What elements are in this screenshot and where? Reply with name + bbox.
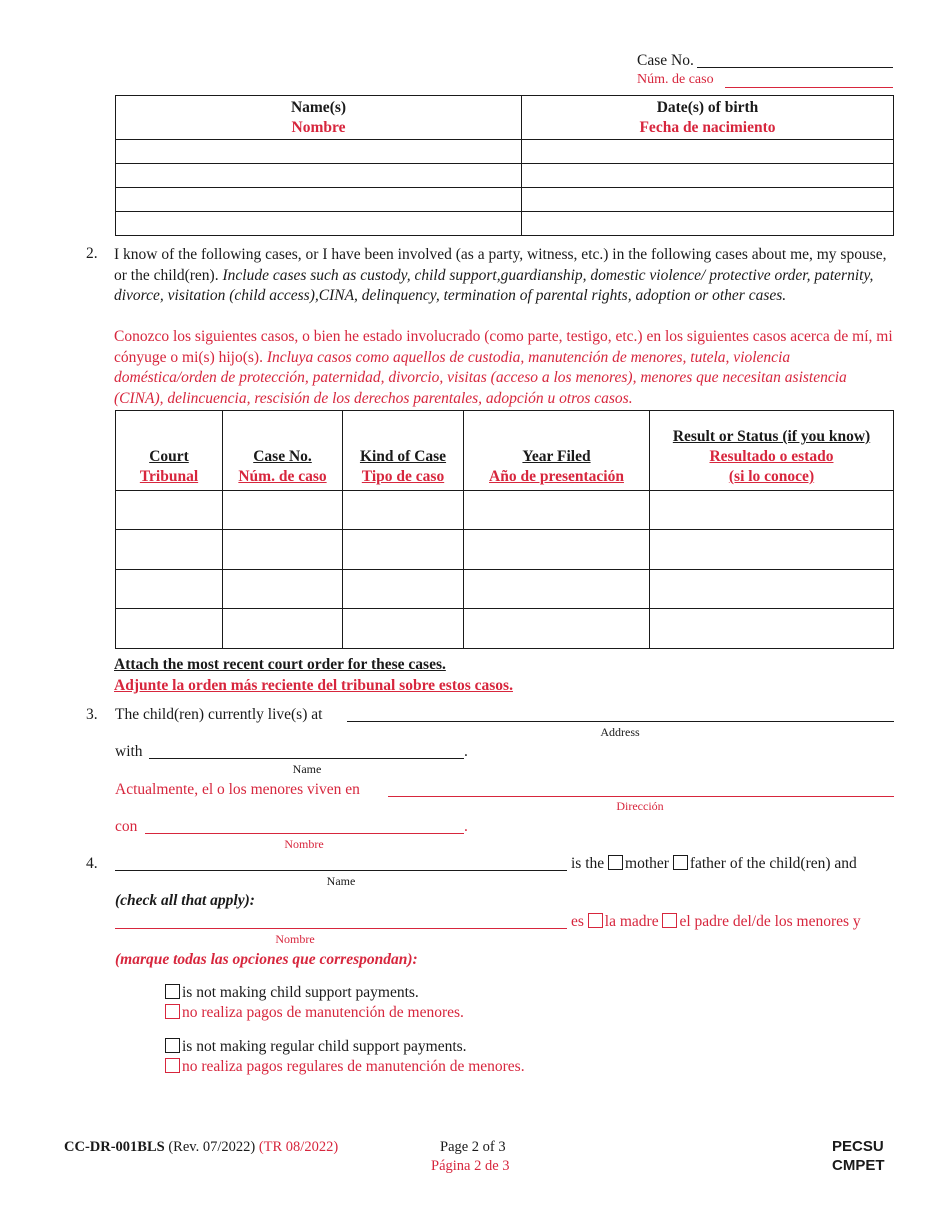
with-name-field-es[interactable]: [145, 818, 464, 834]
child-name-cell[interactable]: [116, 188, 522, 212]
case-cell[interactable]: [223, 491, 343, 530]
parent-name-caption-es: Nombre: [275, 932, 315, 946]
item2-text-en: I know of the following cases, or I have been involved (as a party, witness, etc.) in the following cases about me, my spouse, or the child(ren). Include cases such as custody, child support,guardianship, domestic violence/ protective order, paternity, divorce, visitation (child access),CINA, delinquency, termination of parental rights, adoption or other cases.: [114, 246, 887, 305]
case-no-field-es[interactable]: [725, 72, 893, 88]
child-name-cell[interactable]: [116, 164, 522, 188]
option-2-en: is not making regular child support payments.: [165, 1038, 467, 1056]
item2-number: 2.: [86, 245, 98, 262]
item4-number: 4.: [86, 855, 98, 872]
case-cell[interactable]: [116, 530, 223, 570]
case-cell[interactable]: [464, 530, 650, 570]
item4-line-es: es la madre el padre del/de los menores y: [571, 913, 861, 930]
name-caption: Name: [292, 762, 322, 776]
child-name-cell[interactable]: [116, 140, 522, 164]
case-no-label: Case No.: [637, 52, 694, 69]
cases-table: [115, 410, 894, 649]
item3-lives-at-es: Actualmente, el o los menores viven en: [115, 781, 360, 798]
case-cell[interactable]: [464, 491, 650, 530]
parent-name-caption: Name: [326, 874, 356, 888]
option-1-en: is not making child support payments.: [165, 984, 419, 1002]
footer-code-2: CMPET: [832, 1157, 885, 1174]
address-field[interactable]: [347, 706, 894, 722]
check-all-en: (check all that apply):: [115, 892, 255, 909]
child-dob-cell[interactable]: [522, 140, 894, 164]
item3-with-es: con: [115, 818, 138, 835]
case-cell[interactable]: [223, 609, 343, 649]
option-2-checkbox[interactable]: [165, 1038, 180, 1053]
option-1-checkbox-es[interactable]: [165, 1004, 180, 1019]
case-no-field[interactable]: [697, 52, 893, 68]
mother-checkbox[interactable]: [608, 855, 623, 870]
case-cell[interactable]: [116, 570, 223, 609]
option-1-checkbox[interactable]: [165, 984, 180, 999]
case-cell[interactable]: [650, 570, 894, 609]
address-caption: Address: [600, 725, 640, 739]
item2-text-es: Conozco los siguientes casos, o bien he estado involucrado (como parte, testigo, etc.) en los siguientes casos acerca de mí, mi cónyuge o mi(s) hijo(s). Incluya casos como aquellos de custodia, manutención de menores, tutela, violencia doméstica/orden de protección, paternidad, divorcio, visitas (acceso a los menores), menores que necesitan asistencia (CINA), delincuencia, rescisión de los derechos parentales, adopción u otros casos.: [114, 328, 893, 407]
parent-name-field[interactable]: [115, 855, 567, 871]
header-case-no: Case No. Núm. de caso: [223, 411, 343, 491]
with-name-field[interactable]: [149, 743, 464, 759]
child-dob-cell[interactable]: [522, 188, 894, 212]
case-cell[interactable]: [116, 491, 223, 530]
case-cell[interactable]: [650, 530, 894, 570]
header-dob: Date(s) of birth Fecha de nacimiento: [522, 96, 894, 140]
option-2-es: no realiza pagos regulares de manutención de menores.: [165, 1058, 525, 1076]
case-cell[interactable]: [223, 570, 343, 609]
item3-lives-at: The child(ren) currently live(s) at: [115, 706, 323, 723]
case-cell[interactable]: [343, 609, 464, 649]
case-cell[interactable]: [464, 570, 650, 609]
header-year: Year Filed Año de presentación: [464, 411, 650, 491]
item3-number: 3.: [86, 706, 98, 723]
case-cell[interactable]: [464, 609, 650, 649]
footer-page-es: Página 2 de 3: [431, 1158, 510, 1174]
address-field-es[interactable]: [388, 781, 894, 797]
case-cell[interactable]: [223, 530, 343, 570]
parent-name-field-es[interactable]: [115, 913, 567, 929]
children-table: [115, 95, 894, 236]
name-caption-es: Nombre: [284, 837, 324, 851]
header-result: Result or Status (if you know) Resultado o estado (si lo conoce): [650, 411, 894, 491]
check-all-es: (marque todas las opciones que correspondan):: [115, 951, 418, 968]
case-cell[interactable]: [650, 491, 894, 530]
item3-period: .: [464, 743, 468, 760]
madre-checkbox[interactable]: [588, 913, 603, 928]
child-name-cell[interactable]: [116, 212, 522, 236]
attach-note-es: Adjunte la orden más reciente del tribunal sobre estos casos.: [114, 677, 513, 694]
padre-checkbox[interactable]: [662, 913, 677, 928]
item4-line-en: is the mother father of the child(ren) and: [571, 855, 857, 872]
item3-with: with: [115, 743, 143, 760]
address-caption-es: Dirección: [616, 799, 664, 813]
header-names: Name(s) Nombre: [116, 96, 522, 140]
header-kind: Kind of Case Tipo de caso: [343, 411, 464, 491]
father-checkbox[interactable]: [673, 855, 688, 870]
footer-code-1: PECSU: [832, 1138, 884, 1155]
footer-page: Page 2 of 3: [440, 1139, 506, 1155]
case-cell[interactable]: [650, 609, 894, 649]
case-cell[interactable]: [343, 530, 464, 570]
item3-period-es: .: [464, 818, 468, 835]
child-dob-cell[interactable]: [522, 212, 894, 236]
option-2-checkbox-es[interactable]: [165, 1058, 180, 1073]
case-no-label-es: Núm. de caso: [637, 72, 714, 87]
child-dob-cell[interactable]: [522, 164, 894, 188]
option-1-es: no realiza pagos de manutención de menores.: [165, 1004, 464, 1022]
header-court: Court Tribunal: [116, 411, 223, 491]
case-cell[interactable]: [343, 491, 464, 530]
footer-form-id: CC-DR-001BLS (Rev. 07/2022) (TR 08/2022): [64, 1139, 339, 1155]
case-cell[interactable]: [116, 609, 223, 649]
case-cell[interactable]: [343, 570, 464, 609]
attach-note-en: Attach the most recent court order for these cases.: [114, 656, 446, 673]
